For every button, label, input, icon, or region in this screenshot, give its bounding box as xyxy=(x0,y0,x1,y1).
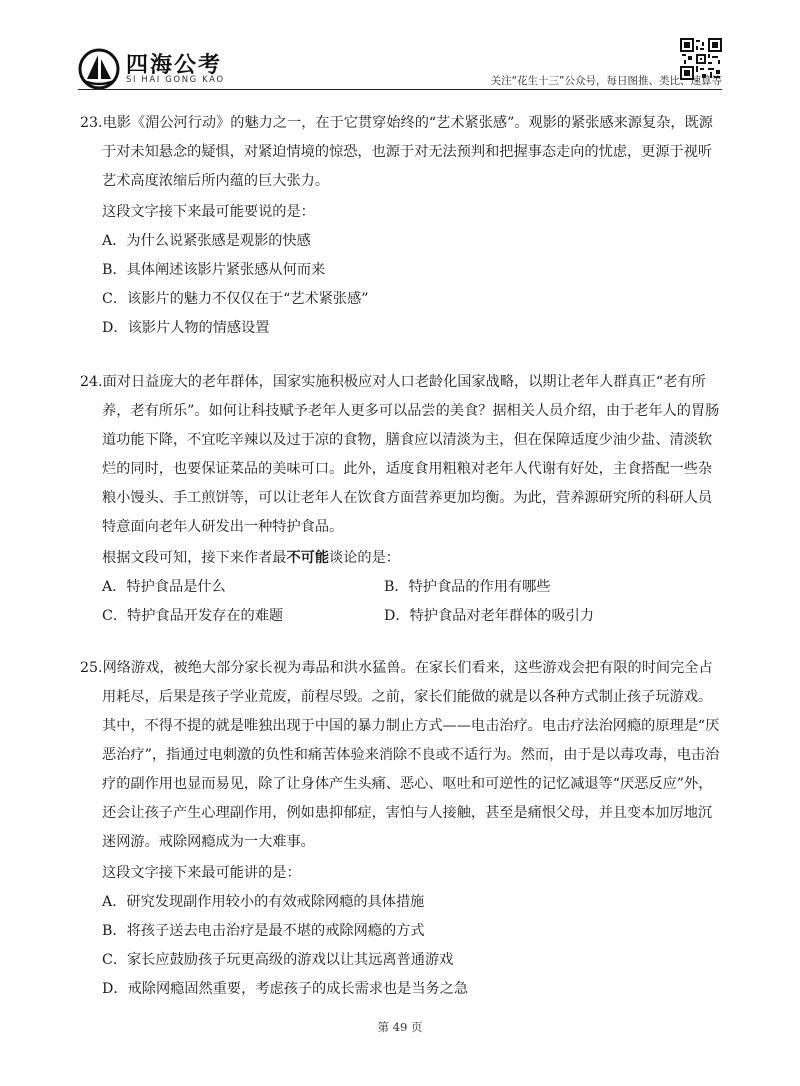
question-24 xyxy=(80,368,722,631)
option-c: C．家长应鼓励孩子玩更高级的游戏以让其远离普通游戏 xyxy=(102,952,454,968)
question-prompt: 这段文字接下来最可能要说的是： xyxy=(102,204,315,220)
question-stem xyxy=(80,654,722,857)
option-b: B．具体阐述该影片紧张感从何而来 xyxy=(102,262,326,278)
options-row-1 xyxy=(102,573,722,602)
question-text: 面对日益庞大的老年群体，国家实施积极应对人口老龄化国家战略，以期让老年人群真正“老有所养，老有所乐”。如何让科技赋予老年人更多可以品尝的美食？据相关人员介绍，由于老年人的胃肠道功能下降，不宜吃辛辣以及过于凉的食物，膳食应以清淡为主，但在保障适度少油少盐、清淡软烂的同时，也要保证菜品的美味可口。此外，适度食用粗粮对老年人代谢有好处，主食搭配一些杂粮小馒头、手工煎饼等，可以让老年人在饮食方面营养更加均衡。为此，营养源研究所的科研人员特意面向老年人研发出一种特护食品。 xyxy=(102,374,720,535)
question-number: 23. xyxy=(80,115,103,131)
prompt-text-before: 根据文段可知，接下来作者最 xyxy=(102,550,287,566)
question-23 xyxy=(80,109,722,343)
header-tagline: 关注“花生十三”公众号，每日图推、类比、速算等 xyxy=(490,75,722,87)
page-header xyxy=(0,0,800,100)
option-a: A．为什么说紧张感是观影的快感 xyxy=(102,233,311,249)
logo-chinese-text: 四海公考 xyxy=(126,53,223,78)
question-text: 网络游戏，被绝大部分家长视为毒品和洪水猛兽。在家长们看来，这些游戏会把有限的时间完全占用耗尽，后果是孩子学业荒废，前程尽毁。之前，家长们能做的就是以各种方式制止孩子玩游戏。其中，不得不提的就是唯独出现于中国的暴力制止方式——电击治疗。电击疗法治网瘾的原理是“厌恶治疗”，指通过电刺激的负性和痛苦体验来消除不良或不适行为。然而，由于是以毒攻毒，电击治疗的副作用也显而易见，除了让身体产生头痛、恶心、呕吐和可逆性的记忆减退等“厌恶反应”外，还会让孩子产生心理副作用，例如患抑郁症，害怕与人接触，甚至是痛恨父母，并且变本加厉地沉迷网游。戒除网瘾成为一大难事。 xyxy=(102,660,720,850)
question-stem xyxy=(80,368,722,542)
page-number: 第 49 页 xyxy=(377,1020,423,1034)
question-number: 24. xyxy=(80,374,103,390)
option-c: C．该影片的魅力不仅仅在于“艺术紧张感” xyxy=(102,291,369,307)
prompt-text-after: 谈论的是： xyxy=(329,550,400,566)
option-b: B．特护食品的作用有哪些 xyxy=(384,579,551,595)
question-prompt xyxy=(102,544,722,573)
header-divider xyxy=(78,89,722,90)
option-b: B．将孩子送去电击治疗是最不堪的戒除网瘾的方式 xyxy=(102,923,425,939)
sailboat-logo-icon xyxy=(78,48,120,90)
logo-english-text: SI HAI GONG KAO xyxy=(126,75,225,85)
prompt-emphasis: 不可能 xyxy=(286,550,330,566)
option-a: A．特护食品是什么 xyxy=(102,579,226,595)
question-stem xyxy=(80,109,722,196)
option-d: D．该影片人物的情感设置 xyxy=(102,320,270,336)
option-c: C．特护食品开发存在的难题 xyxy=(102,608,284,624)
option-d: D．戒除网瘾固然重要，考虑孩子的成长需求也是当务之急 xyxy=(102,981,469,997)
brand-logo xyxy=(78,48,278,92)
question-text: 电影《湄公河行动》的魅力之一，在于它贯穿始终的“艺术紧张感”。观影的紧张感来源复杂，既源于对未知悬念的疑惧，对紧迫情境的惊恐，也源于对无法预判和把握事态走向的忧虑，更源于视听艺术高度浓缩后所内蕴的巨大张力。 xyxy=(102,115,713,189)
option-a: A．研究发现副作用较小的有效戒除网瘾的具体措施 xyxy=(102,894,425,910)
option-d: D．特护食品对老年群体的吸引力 xyxy=(384,608,595,624)
options-row-2 xyxy=(102,602,722,631)
question-number: 25. xyxy=(80,660,103,676)
question-prompt: 这段文字接下来最可能讲的是： xyxy=(102,865,301,881)
question-25 xyxy=(80,654,722,1004)
